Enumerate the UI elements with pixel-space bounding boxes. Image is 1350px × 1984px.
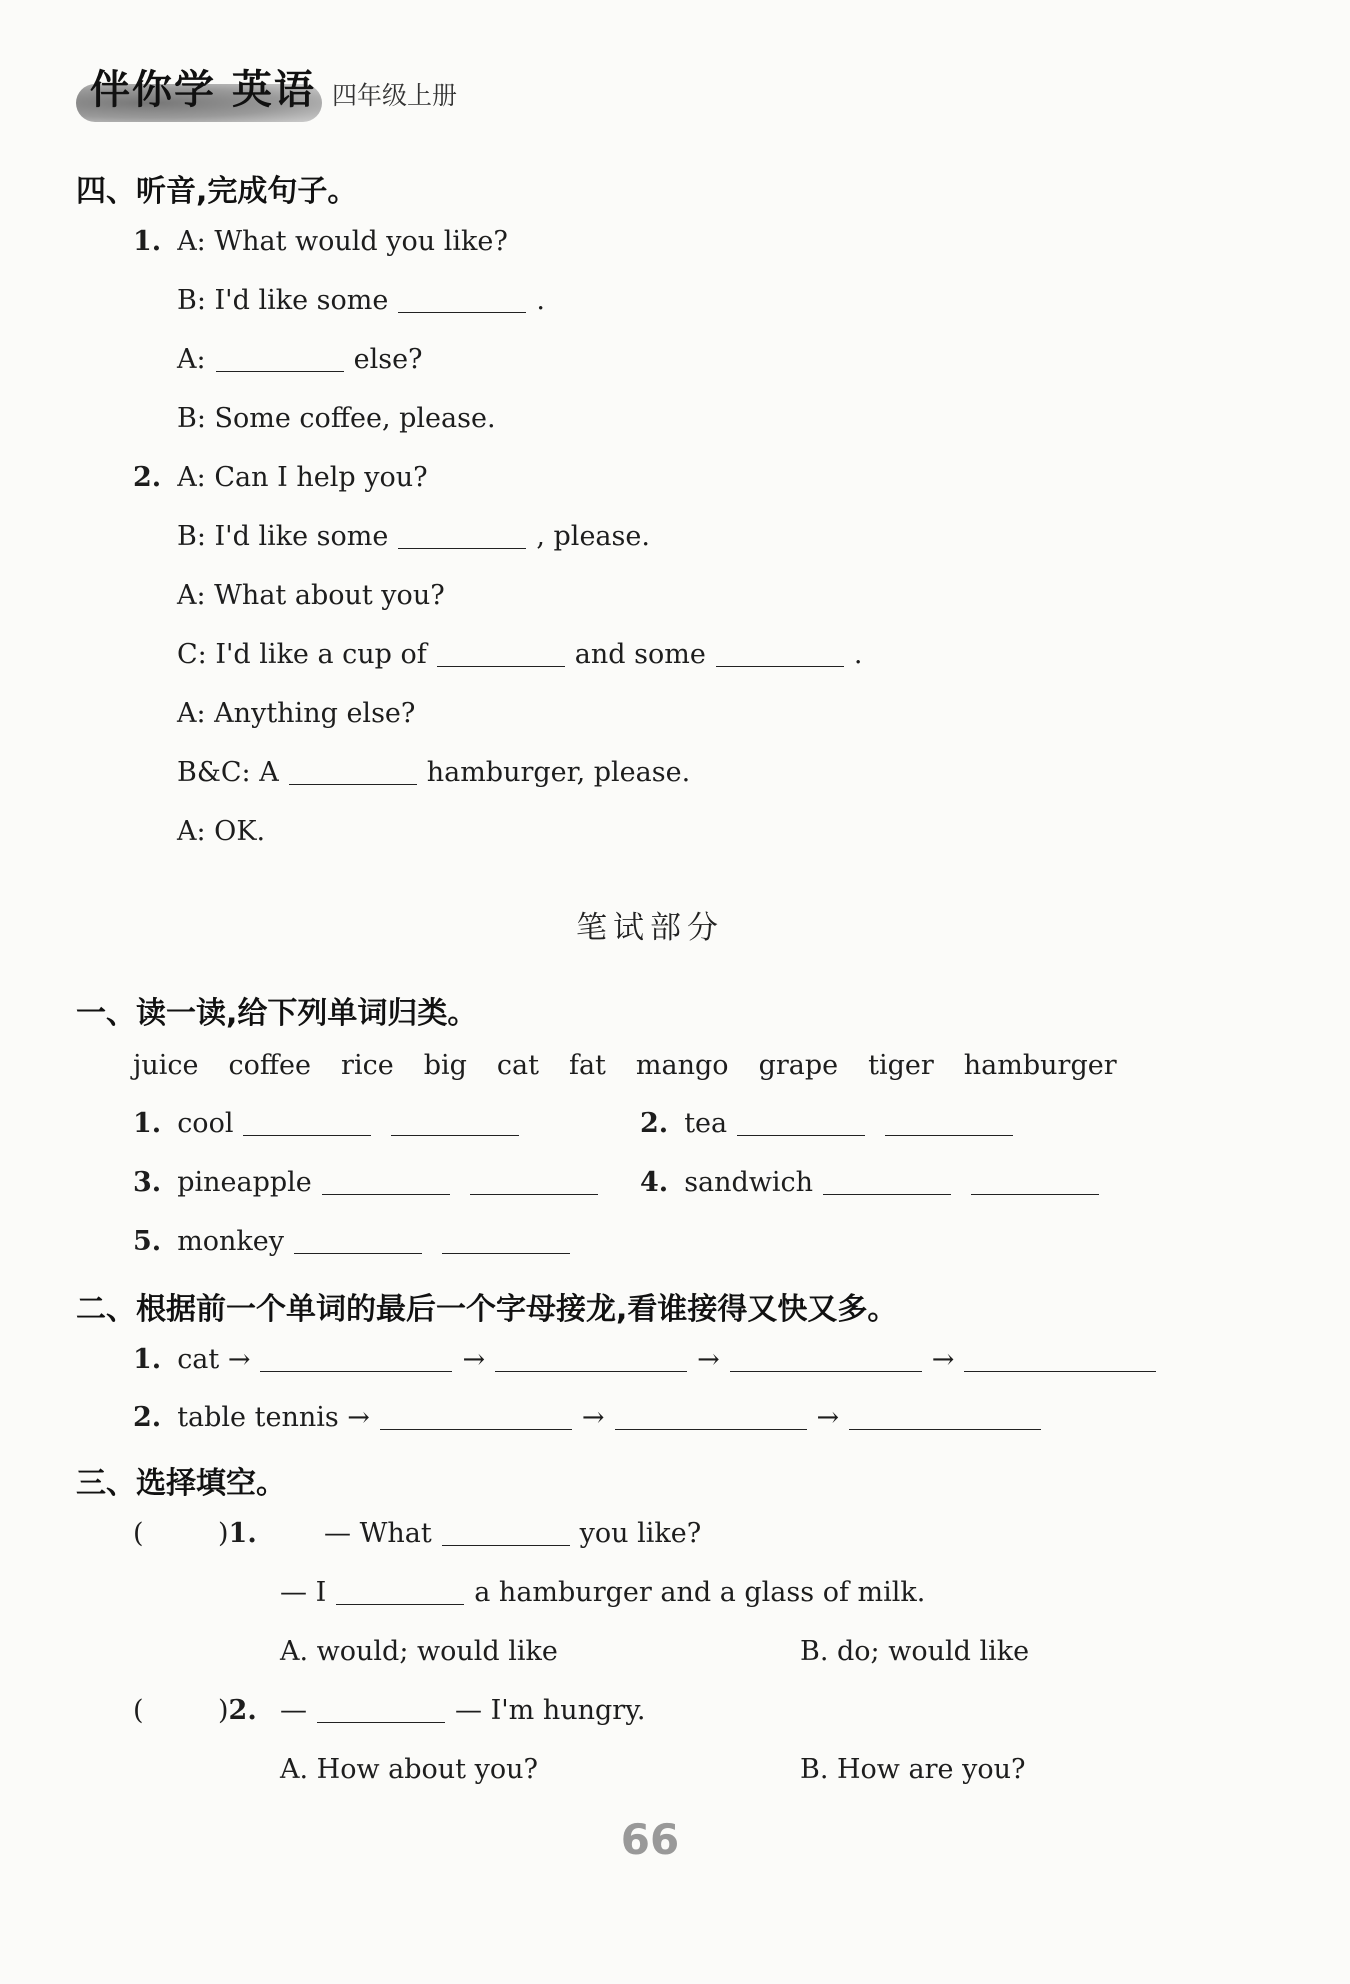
answer-blank[interactable] [964,1347,1156,1372]
brand-logo [76,58,326,126]
answer-blank[interactable] [260,1347,452,1372]
q1-line-3: A: else? [177,344,423,375]
q1-line-4: B: Some coffee, please. [177,403,496,434]
classify-item-3: 3. pineapple [133,1167,608,1198]
word: big [423,1050,467,1081]
answer-paren-open[interactable]: ( [133,1695,144,1726]
answer-blank[interactable] [971,1170,1099,1195]
answer-blank[interactable] [437,642,565,667]
listening-section-title: 四、听音,完成句子。 [76,174,358,209]
mc-q1-line-2: — I a hamburger and a glass of milk. [280,1577,926,1608]
part1-title: 一、读一读,给下列单词归类。 [76,996,478,1031]
answer-blank[interactable] [716,642,844,667]
q1-line-2: B: I'd like some . [177,285,545,316]
mc-q2-option-a[interactable]: A. How about you? [280,1754,538,1785]
word: mango [635,1050,729,1081]
answer-blank[interactable] [442,1521,570,1546]
word: rice [341,1050,394,1081]
word: hamburger [963,1050,1117,1081]
classify-item-2: 2. tea [640,1108,1023,1139]
answer-blank[interactable] [398,524,526,549]
chain-item-2: 2. table tennis → → → [133,1402,1051,1433]
answer-blank[interactable] [849,1405,1041,1430]
grade-label: 四年级上册 [332,81,458,110]
word-bank [133,1050,1147,1081]
answer-blank[interactable] [216,347,344,372]
answer-blank[interactable] [336,1580,464,1605]
mc-q1-option-b[interactable]: B. do; would like [800,1636,1030,1667]
word: coffee [228,1050,312,1081]
word: grape [758,1050,839,1081]
q2-line-3: A: What about you? [177,580,445,611]
answer-blank[interactable] [380,1405,572,1430]
answer-blank[interactable] [317,1698,445,1723]
arrow: → [931,1344,955,1375]
arrow: → [581,1402,605,1433]
part2-title: 二、根据前一个单词的最后一个字母接龙,看谁接得又快又多。 [76,1292,898,1327]
answer-paren-open[interactable]: ( [133,1518,144,1549]
answer-blank[interactable] [289,760,417,785]
q2-number: 2. [133,462,162,493]
arrow: → [462,1344,486,1375]
answer-blank[interactable] [322,1170,450,1195]
q2-line-4: C: I'd like a cup of and some . [177,639,863,670]
mc-q2-option-b[interactable]: B. How are you? [800,1754,1026,1785]
q2-line-5: A: Anything else? [177,698,416,729]
classify-item-1: 1. cool [133,1108,529,1139]
word: fat [568,1050,606,1081]
answer-blank[interactable] [737,1111,865,1136]
answer-blank[interactable] [391,1111,519,1136]
answer-paren-close: )1. [218,1518,257,1549]
arrow: → [697,1344,720,1375]
mc-q1-option-a[interactable]: A. would; would like [280,1636,558,1667]
answer-blank[interactable] [615,1405,807,1430]
answer-blank[interactable] [823,1170,951,1195]
answer-blank[interactable] [398,288,526,313]
part3-title: 三、选择填空。 [76,1466,286,1501]
answer-blank[interactable] [442,1229,570,1254]
answer-blank[interactable] [885,1111,1013,1136]
word: tiger [868,1050,934,1081]
q2-line-2: B: I'd like some , please. [177,521,650,552]
answer-blank[interactable] [294,1229,422,1254]
answer-paren-close: )2. [218,1695,257,1726]
page-number: 66 [620,1815,680,1864]
q1-number: 1. [133,226,162,257]
answer-blank[interactable] [730,1347,922,1372]
brand-title: 伴你学 英语 [90,67,316,113]
word: cat [496,1050,539,1081]
answer-blank[interactable] [470,1170,598,1195]
q1-line-1: 1. A: What would you like? [133,226,508,257]
classify-item-5: 5. monkey [133,1226,580,1257]
mc-q1-line-1: — What you like? [324,1518,702,1549]
written-part-title: 笔试部分 [576,910,724,946]
classify-item-4: 4. sandwich [640,1167,1109,1198]
answer-blank[interactable] [495,1347,687,1372]
q2-line-6: B&C: A hamburger, please. [177,757,691,788]
q2-line-1: 2. A: Can I help you? [133,462,428,493]
q2-line-7: A: OK. [177,816,266,847]
word: juice [133,1050,199,1081]
mc-q2-line-1: — — I'm hungry. [280,1695,646,1726]
answer-blank[interactable] [243,1111,371,1136]
arrow: → [816,1402,840,1433]
chain-item-1: 1. cat → → → → [133,1344,1166,1375]
